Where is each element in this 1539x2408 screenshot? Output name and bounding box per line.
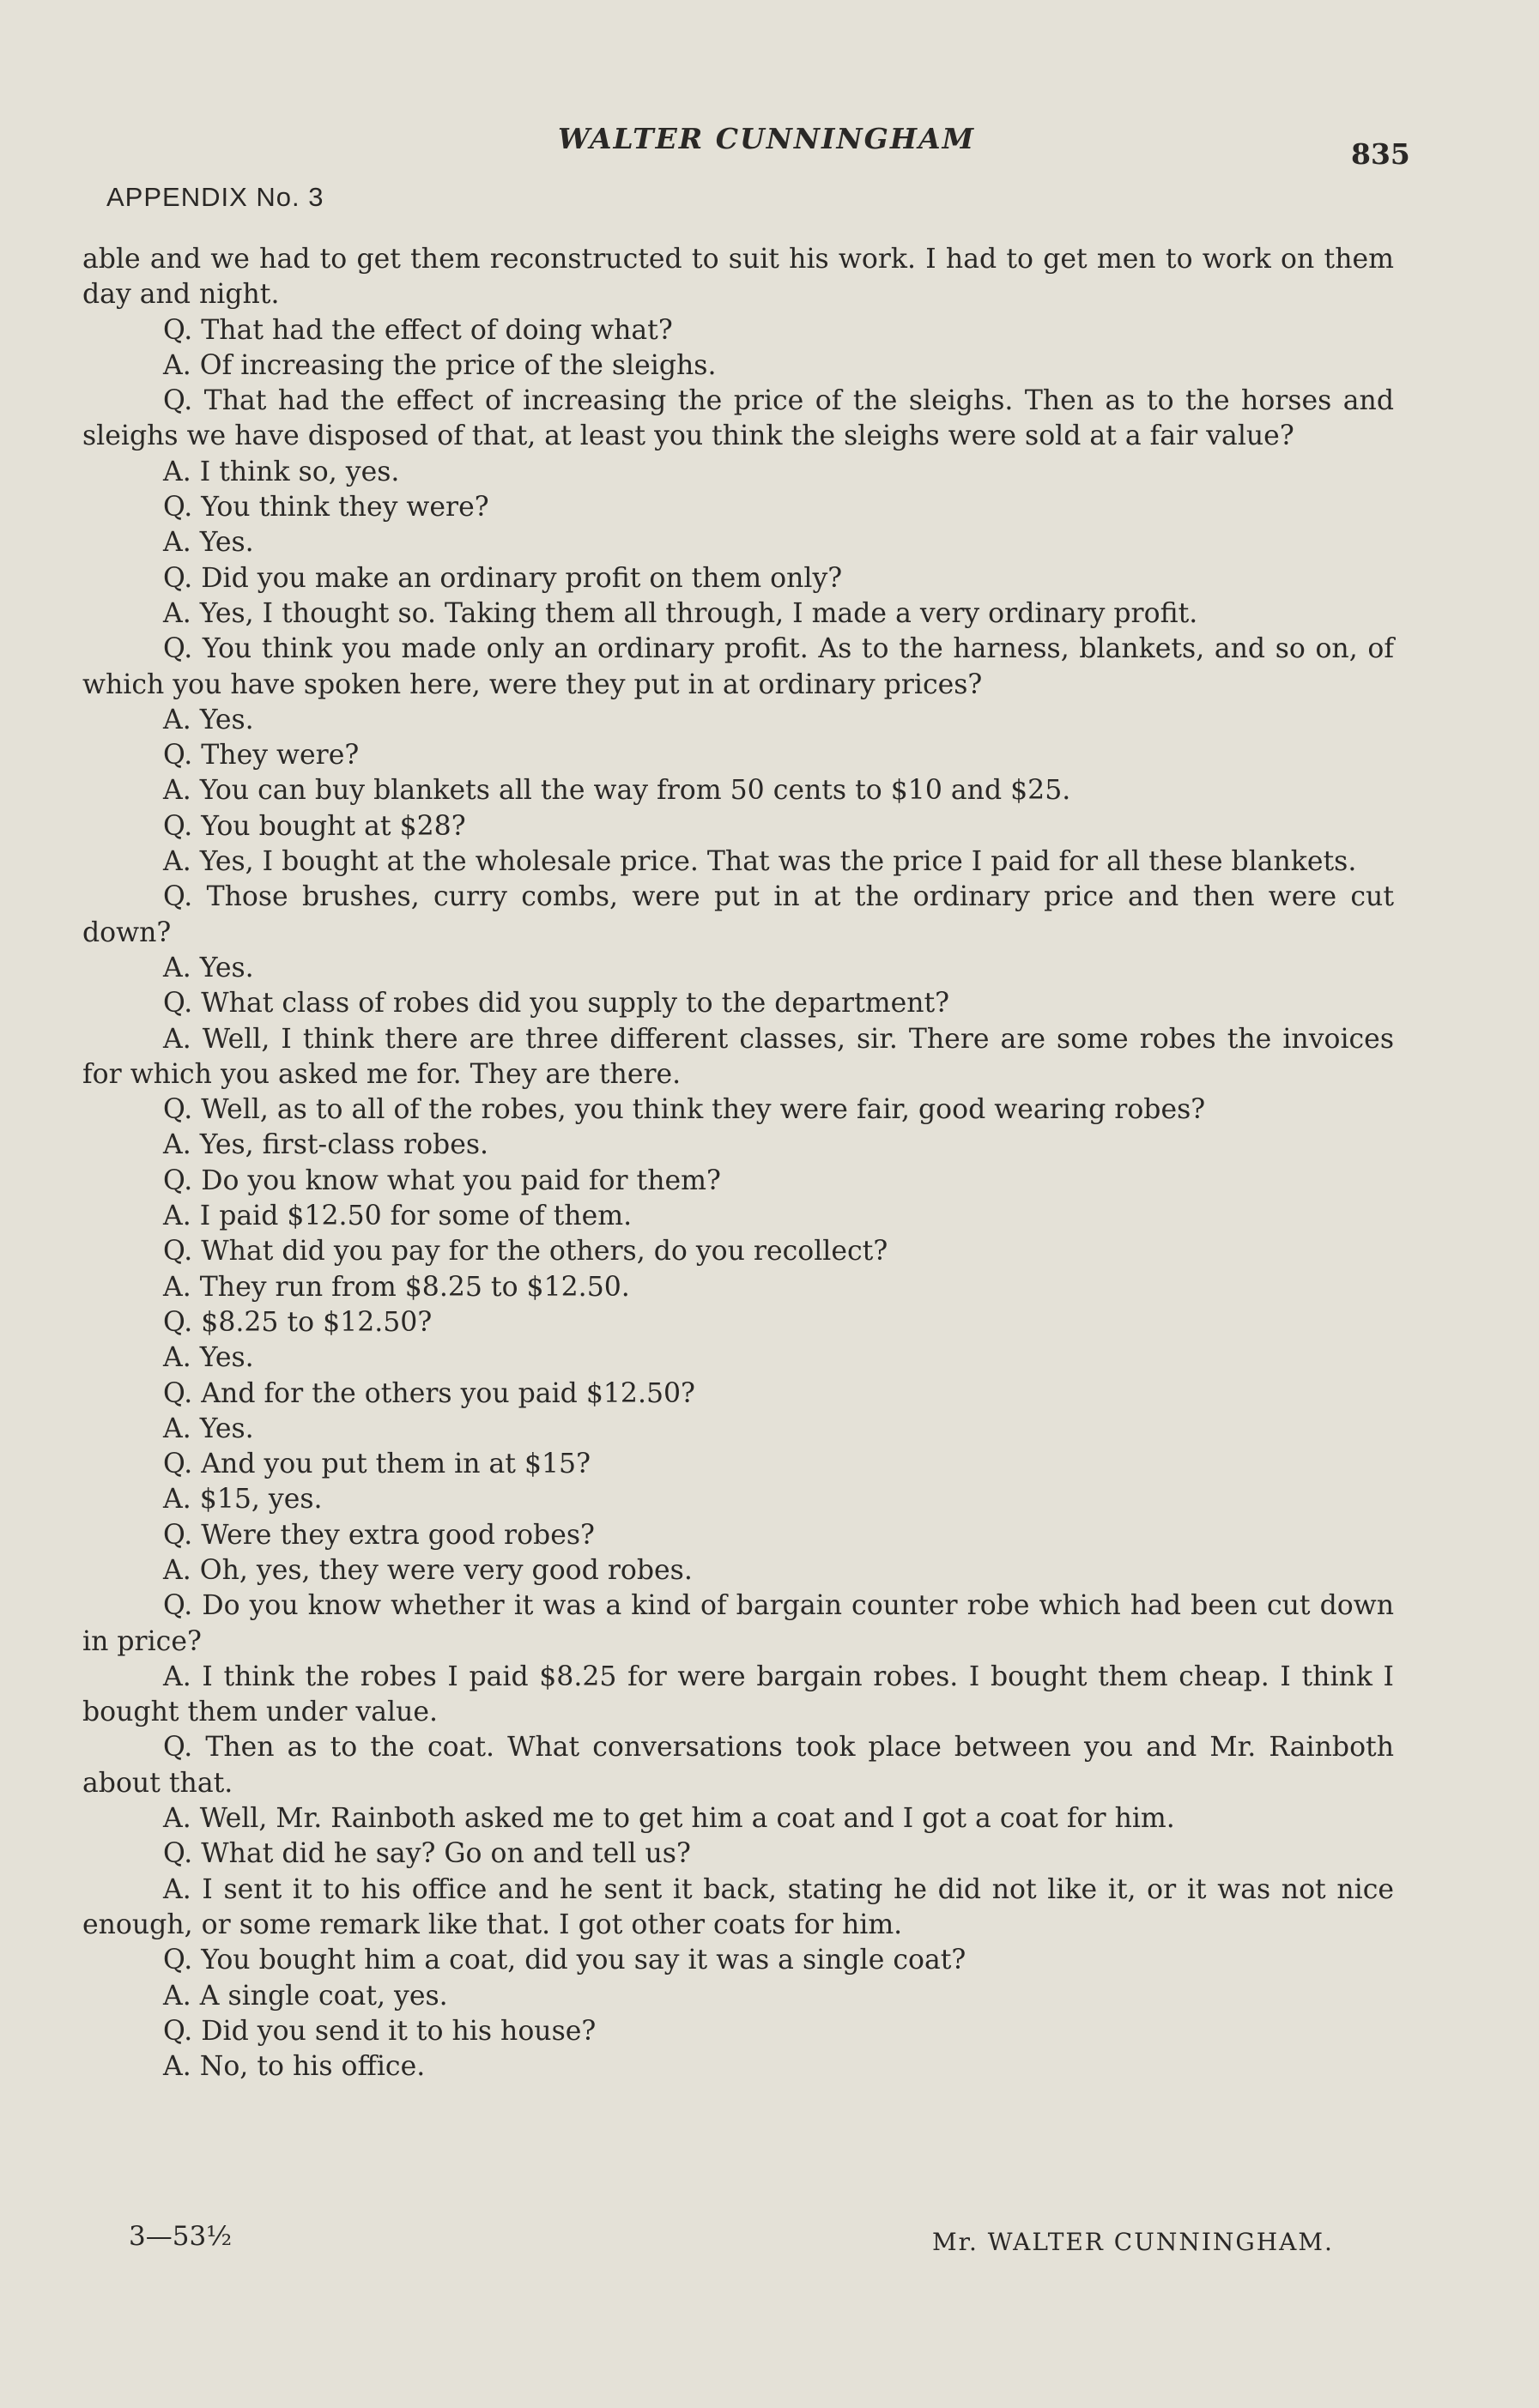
witness-name: Mr. WALTER CUNNINGHAM. [932,2228,1334,2256]
paragraph: Q. Do you know whether it was a kind of bargain counter robe which had been cut down in price? [82,1590,1394,1657]
appendix-label: APPENDIX No. 3 [106,182,324,212]
paragraph: Q. What did you pay for the others, do you recollect? [163,1236,888,1268]
paragraph: A. $15, yes. [163,1484,323,1516]
paragraph: A. Yes. [163,704,254,735]
paragraph: A. Well, Mr. Rainboth asked me to get him a coat and I got a coat for him. [163,1803,1175,1835]
page-number: 835 [1351,137,1410,171]
paragraph: A. Yes. [163,1413,254,1444]
paragraph: Q. Do you know what you paid for them? [163,1165,721,1196]
body-text [82,242,1394,2084]
paragraph: Q. And for the others you paid $12.50? [163,1377,695,1409]
paragraph: Q. Then as to the coat. What conversations took place between you and Mr. Rainboth about that. [82,1732,1394,1799]
paragraph: Q. Did you make an ordinary profit on them only? [163,562,843,594]
paragraph: Q. Did you send it to his house? [163,2015,597,2047]
paragraph: A. Yes. [163,952,254,983]
paragraph: A. Yes. [163,527,254,559]
paragraph: A. Oh, yes, they were very good robes. [163,1554,693,1586]
paragraph: Q. That had the effect of increasing the price of the sleighs. Then as to the horses and sleighs we have disposed of that, at least you think the sleighs were sold at a fair value? [82,385,1394,452]
paragraph: A. A single coat, yes. [163,1980,448,2012]
paragraph: Q. Those brushes, curry combs, were put in at the ordinary price and then were cut down? [82,881,1394,948]
paragraph: A. No, to his office. [163,2051,426,2083]
paragraph: Q. You think they were? [163,492,489,523]
paragraph: Q. You bought at $28? [163,810,466,842]
paragraph: Q. What did he say? Go on and tell us? [163,1838,691,1870]
paragraph: A. They run from $8.25 to $12.50. [163,1271,630,1303]
paragraph: A. Yes. [163,1342,254,1374]
paragraph: A. I sent it to his office and he sent it back, stating he did not like it, or it was not nice enough, or some remark like that. I got other coats for him. [82,1873,1394,1940]
paragraph: A. You can buy blankets all the way from 50 cents to $10 and $25. [163,775,1071,807]
paragraph: Q. You think you made only an ordinary profit. As to the harness, blankets, and so on, of which you have spoken here, were they put in at ordinary prices? [82,633,1394,700]
paragraph: A. Well, I think there are three different classes, sir. There are some robes the invoices for which you asked me for. They are there. [82,1023,1394,1090]
signature-mark: 3—53½ [129,2221,233,2252]
running-title: WALTER CUNNINGHAM [558,122,976,155]
paragraph: Q. You bought him a coat, did you say it was a single coat? [163,1945,966,1976]
paragraph: Q. Well, as to all of the robes, you think they were fair, good wearing robes? [163,1094,1206,1126]
paragraph: Q. They were? [163,740,360,771]
paragraph: A. Yes, first-class robes. [163,1129,489,1161]
paragraph: A. Yes, I thought so. Taking them all through, I made a very ordinary profit. [163,597,1198,629]
paragraph: A. I think so, yes. [163,456,400,487]
paragraph: A. I paid $12.50 for some of them. [163,1201,633,1232]
paragraph: A. Yes, I bought at the wholesale price. That was the price I paid for all these blankets. [163,846,1357,878]
paragraph: Q. Were they extra good robes? [163,1519,595,1551]
paragraph: Q. What class of robes did you supply to the department? [163,988,950,1019]
paragraph: Q. That had the effect of doing what? [163,314,673,346]
paragraph: A. I think the robes I paid $8.25 for were bargain robes. I bought them cheap. I think I bought them under value. [82,1661,1394,1728]
paragraph: A. Of increasing the price of the sleighs. [163,349,717,381]
paragraph: able and we had to get them reconstructed to suit his work. I had to get men to work on them day and night. [82,244,1394,311]
paragraph: Q. $8.25 to $12.50? [163,1306,433,1338]
paragraph: Q. And you put them in at $15? [163,1449,591,1480]
